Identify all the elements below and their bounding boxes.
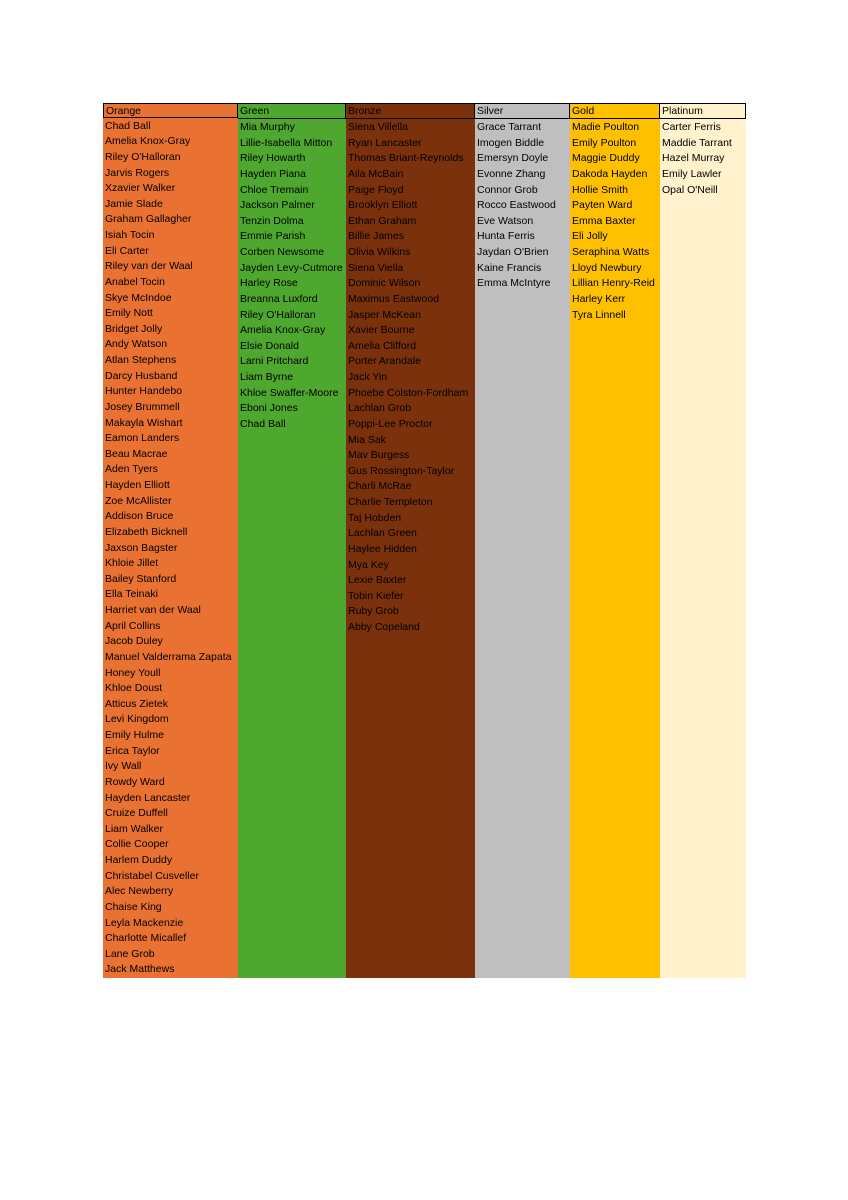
name-cell[interactable]: Imogen Biddle: [477, 136, 545, 149]
name-cell[interactable]: Levi Kingdom: [105, 713, 169, 726]
name-cell[interactable]: Amelia Knox-Gray: [240, 324, 326, 337]
column-silver: [475, 103, 570, 978]
name-cell[interactable]: Eve Watson: [477, 214, 534, 227]
column-header[interactable]: Orange: [103, 103, 238, 118]
column-bronze: [346, 103, 475, 978]
name-cell[interactable]: Dakoda Hayden: [572, 167, 648, 180]
name-cell[interactable]: Carter Ferris: [662, 121, 721, 133]
name-cell[interactable]: Eli Carter: [105, 244, 149, 257]
name-cell[interactable]: Opal O'Neill: [662, 183, 718, 196]
name-cell[interactable]: Siena Viella: [348, 261, 404, 274]
name-cell[interactable]: Bailey Stanford: [105, 572, 177, 585]
column-header[interactable]: Gold: [570, 103, 660, 119]
name-cell[interactable]: Eboni Jones: [240, 402, 298, 415]
name-cell[interactable]: Alec Newberry: [105, 885, 174, 898]
name-cell[interactable]: Anabel Tocin: [105, 275, 165, 288]
name-cell[interactable]: Olivia Wilkins: [348, 246, 411, 258]
name-cell[interactable]: Ivy Wall: [105, 760, 142, 773]
name-cell[interactable]: Mya Key: [348, 558, 389, 571]
name-cell[interactable]: Mia Sak: [348, 433, 386, 446]
name-cell[interactable]: Mia Murphy: [240, 121, 295, 133]
name-cell[interactable]: Chad Ball: [105, 119, 151, 132]
name-cell[interactable]: Addison Bruce: [105, 510, 174, 523]
name-cell[interactable]: Lillian Henry-Reid: [572, 277, 655, 290]
name-cell[interactable]: Skye McIndoe: [105, 291, 172, 304]
name-cell[interactable]: Emma McIntyre: [477, 277, 551, 290]
name-cell[interactable]: Atlan Stephens: [105, 354, 177, 366]
name-cell[interactable]: Jacob Duley: [105, 635, 163, 648]
name-cell[interactable]: Aden Tyers: [105, 463, 158, 476]
name-cell[interactable]: April Collins: [105, 619, 161, 632]
name-cell[interactable]: Andy Watson: [105, 338, 168, 351]
name-cell[interactable]: Siena Villella: [348, 121, 408, 133]
name-cell[interactable]: Mav Burgess: [348, 449, 410, 462]
name-cell[interactable]: Eamon Landers: [105, 432, 180, 445]
name-cell[interactable]: Graham Gallagher: [105, 213, 192, 226]
name-cell[interactable]: Cruize Duffell: [105, 807, 168, 820]
name-cell[interactable]: Chad Ball: [240, 417, 286, 430]
name-cell[interactable]: Corben Newsome: [240, 246, 325, 258]
name-cell[interactable]: Evonne Zhang: [477, 167, 546, 180]
house-points-sheet: [103, 103, 746, 978]
name-cell[interactable]: Riley van der Waal: [105, 260, 193, 273]
name-cell[interactable]: Haylee Hidden: [348, 542, 417, 555]
name-cell[interactable]: Manuel Valderrama Zapata: [105, 650, 232, 663]
name-cell[interactable]: Ethan Graham: [348, 214, 417, 227]
name-cell[interactable]: Eli Jolly: [572, 230, 608, 243]
name-cell[interactable]: Liam Walker: [105, 822, 163, 835]
column-header[interactable]: Bronze: [346, 103, 475, 119]
name-cell[interactable]: Collie Cooper: [105, 838, 169, 851]
name-cell[interactable]: Harriet van der Waal: [105, 604, 201, 616]
name-cell[interactable]: Lexie Baxter: [348, 574, 407, 587]
name-cell[interactable]: Elizabeth Bicknell: [105, 525, 188, 538]
column-body: [346, 119, 475, 978]
name-cell[interactable]: Lloyd Newbury: [572, 261, 642, 274]
name-cell[interactable]: Emily Hulme: [105, 729, 164, 741]
name-cell[interactable]: Josey Brummell: [105, 400, 180, 413]
name-cell[interactable]: Tenzin Dolma: [240, 214, 304, 227]
name-cell[interactable]: Seraphina Watts: [572, 246, 650, 258]
name-cell[interactable]: Tyra Linnell: [572, 308, 626, 321]
name-cell[interactable]: Emily Nott: [105, 307, 153, 320]
name-cell[interactable]: Emily Lawler: [662, 167, 722, 180]
name-cell[interactable]: Khloe Swaffer-Moore: [240, 386, 339, 399]
name-cell[interactable]: Charlie Templeton: [348, 496, 433, 508]
name-cell[interactable]: Jaydan O'Brien: [477, 246, 549, 258]
name-cell[interactable]: Ryan Lancaster: [348, 136, 422, 149]
name-cell[interactable]: Jackson Palmer: [240, 199, 315, 212]
name-cell[interactable]: Jaxson Bagster: [105, 541, 178, 554]
name-cell[interactable]: Hayden Elliott: [105, 479, 170, 491]
name-cell[interactable]: Lachlan Green: [348, 527, 417, 540]
name-cell[interactable]: Aila McBain: [348, 167, 404, 180]
column-gold: [570, 103, 660, 978]
name-cell[interactable]: Taj Hobden: [348, 511, 402, 524]
name-cell[interactable]: Poppi-Lee Proctor: [348, 417, 433, 430]
column-body: [238, 119, 346, 978]
name-cell[interactable]: Grace Tarrant: [477, 121, 541, 133]
name-cell[interactable]: Riley O'Halloran: [105, 150, 181, 163]
name-cell[interactable]: Liam Byrne: [240, 371, 294, 383]
name-cell[interactable]: Riley Howarth: [240, 152, 306, 165]
name-cell[interactable]: Brooklyn Elliott: [348, 199, 418, 212]
name-cell[interactable]: Amelia Clifford: [348, 339, 417, 352]
name-cell[interactable]: Chaise King: [105, 900, 162, 913]
name-cell[interactable]: Maximus Eastwood: [348, 292, 440, 305]
name-cell[interactable]: Jayden Levy-Cutmore: [240, 261, 343, 274]
name-cell[interactable]: Amelia Knox-Gray: [105, 135, 191, 148]
name-cell[interactable]: Isiah Tocin: [105, 229, 155, 241]
name-cell[interactable]: Porter Arandale: [348, 355, 421, 368]
name-cell[interactable]: Hollie Smith: [572, 183, 629, 196]
name-cell[interactable]: Harlem Duddy: [105, 854, 173, 866]
name-cell[interactable]: Hunta Ferris: [477, 230, 535, 243]
name-cell[interactable]: Bridget Jolly: [105, 322, 163, 335]
column-platinum: [660, 103, 746, 978]
name-cell[interactable]: Jack Matthews: [105, 963, 175, 976]
name-cell[interactable]: Jasper McKean: [348, 308, 421, 321]
name-cell[interactable]: Gus Rossington-Taylor: [348, 464, 455, 477]
name-cell[interactable]: Jack Yin: [348, 371, 388, 383]
name-cell[interactable]: Atticus Zietek: [105, 697, 169, 710]
name-cell[interactable]: Charlotte Micallef: [105, 932, 187, 945]
name-cell[interactable]: Xavier Bourne: [348, 324, 415, 337]
name-cell[interactable]: Erica Taylor: [105, 744, 160, 757]
name-cell[interactable]: Elsie Donald: [240, 339, 299, 352]
column-header[interactable]: Platinum: [660, 103, 746, 119]
column-orange: [103, 103, 238, 978]
name-cell[interactable]: Jamie Slade: [105, 197, 163, 210]
name-cell[interactable]: Hayden Piana: [240, 167, 306, 180]
column-body: [570, 119, 660, 978]
name-cell[interactable]: Emma Baxter: [572, 214, 636, 227]
column-green: [238, 103, 346, 978]
name-cell[interactable]: Riley O'Halloran: [240, 308, 316, 321]
name-cell[interactable]: Leyla Mackenzie: [105, 916, 184, 929]
name-cell[interactable]: Emmie Parish: [240, 230, 306, 243]
name-cell[interactable]: Hazel Murray: [662, 152, 725, 165]
name-cell[interactable]: Kaine Francis: [477, 261, 542, 274]
name-cell[interactable]: Lane Grob: [105, 947, 155, 960]
name-cell[interactable]: Lillie-Isabella Mitton: [240, 136, 333, 149]
name-cell[interactable]: Emersyn Doyle: [477, 152, 549, 165]
name-cell[interactable]: Ella Teinaki: [105, 588, 158, 601]
name-cell[interactable]: Phoebe Colston-Fordham: [348, 386, 469, 399]
name-cell[interactable]: Larni Pritchard: [240, 355, 309, 368]
name-cell[interactable]: Khloie Jillet: [105, 557, 159, 570]
name-cell[interactable]: Darcy Husband: [105, 369, 178, 382]
name-cell[interactable]: Lachlan Grob: [348, 402, 412, 415]
name-cell[interactable]: Madie Poulton: [572, 121, 640, 133]
name-cell[interactable]: Harley Rose: [240, 277, 298, 290]
name-cell[interactable]: Ruby Grob: [348, 605, 399, 618]
name-cell[interactable]: Emily Poulton: [572, 136, 637, 149]
name-cell[interactable]: Paige Floyd: [348, 183, 404, 196]
column-header[interactable]: Green: [238, 103, 346, 119]
column-header[interactable]: Silver: [475, 103, 570, 119]
name-cell[interactable]: Rowdy Ward: [105, 775, 165, 788]
column-body: [660, 119, 746, 978]
name-cell[interactable]: Makayla Wishart: [105, 416, 183, 429]
name-cell[interactable]: Tobin Kiefer: [348, 589, 404, 602]
name-cell[interactable]: Xzavier Walker: [105, 182, 176, 195]
name-cell[interactable]: Christabel Cusveller: [105, 869, 199, 882]
name-cell[interactable]: Maggie Duddy: [572, 152, 640, 165]
name-cell[interactable]: Breanna Luxford: [240, 292, 318, 305]
name-cell[interactable]: Payten Ward: [572, 199, 633, 212]
name-cell[interactable]: Zoe McAllister: [105, 494, 172, 507]
name-cell[interactable]: Connor Grob: [477, 183, 538, 196]
name-cell[interactable]: Chloe Tremain: [240, 183, 309, 196]
name-cell[interactable]: Harley Kerr: [572, 292, 626, 305]
name-cell[interactable]: Thomas Briant-Reynolds: [348, 152, 464, 165]
column-body: [475, 119, 570, 978]
name-cell[interactable]: Hayden Lancaster: [105, 791, 191, 804]
name-cell[interactable]: Dominic Wilson: [348, 277, 421, 290]
name-cell[interactable]: Hunter Handebo: [105, 385, 183, 398]
name-cell[interactable]: Honey Youll: [105, 666, 161, 679]
name-cell[interactable]: Beau Macrae: [105, 447, 168, 460]
name-cell[interactable]: Abby Copeland: [348, 621, 420, 633]
name-cell[interactable]: Khloe Doust: [105, 682, 163, 695]
name-cell[interactable]: Rocco Eastwood: [477, 199, 556, 212]
name-cell[interactable]: Charli McRae: [348, 480, 412, 493]
name-cell[interactable]: Billie James: [348, 230, 405, 243]
column-body: [103, 118, 238, 978]
name-cell[interactable]: Maddie Tarrant: [662, 136, 732, 149]
name-cell[interactable]: Jarvis Rogers: [105, 166, 170, 179]
